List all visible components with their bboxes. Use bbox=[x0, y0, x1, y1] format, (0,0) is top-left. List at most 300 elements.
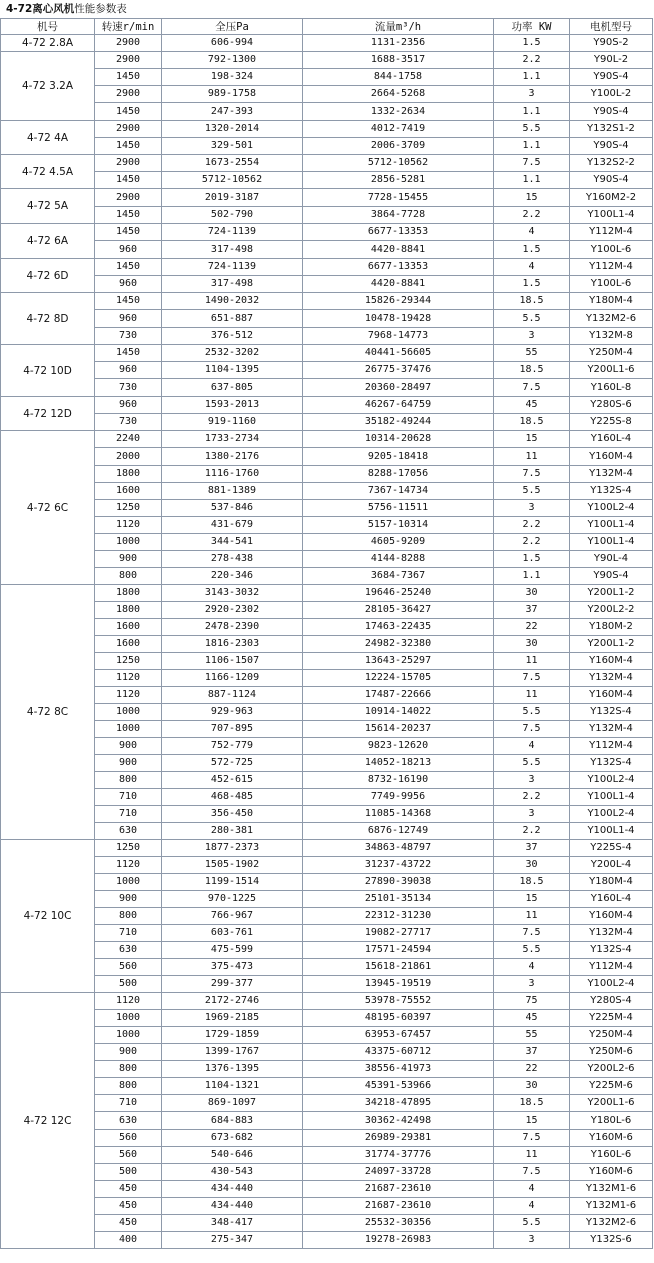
speed-cell: 1000 bbox=[95, 1027, 162, 1044]
motor-cell: Y132S-4 bbox=[570, 942, 653, 959]
power-cell: 55 bbox=[494, 1027, 570, 1044]
flow-cell: 7367-14734 bbox=[303, 483, 494, 500]
pressure-cell: 2920-2302 bbox=[162, 602, 303, 619]
power-cell: 11 bbox=[494, 448, 570, 466]
pressure-cell: 1104-1395 bbox=[162, 362, 303, 379]
pressure-cell: 970-1225 bbox=[162, 891, 303, 908]
speed-cell: 1000 bbox=[95, 534, 162, 551]
speed-cell: 2240 bbox=[95, 431, 162, 448]
power-cell: 11 bbox=[494, 687, 570, 704]
speed-cell: 1600 bbox=[95, 619, 162, 636]
header-flow: 流量m³/h bbox=[303, 19, 494, 35]
pressure-cell: 1877-2373 bbox=[162, 840, 303, 857]
power-cell: 30 bbox=[494, 636, 570, 653]
pressure-cell: 537-846 bbox=[162, 500, 303, 517]
speed-cell: 630 bbox=[95, 942, 162, 959]
pressure-cell: 1106-1507 bbox=[162, 653, 303, 670]
table-row bbox=[1, 138, 653, 155]
flow-cell: 46267-64759 bbox=[303, 397, 494, 414]
power-cell: 7.5 bbox=[494, 1130, 570, 1147]
speed-cell: 960 bbox=[95, 241, 162, 259]
flow-cell: 8732-16190 bbox=[303, 772, 494, 789]
speed-cell: 1120 bbox=[95, 670, 162, 687]
power-cell: 3 bbox=[494, 86, 570, 103]
flow-cell: 4012-7419 bbox=[303, 121, 494, 138]
table-row bbox=[1, 414, 653, 431]
flow-cell: 35182-49244 bbox=[303, 414, 494, 431]
power-cell: 5.5 bbox=[494, 755, 570, 772]
pressure-cell: 707-895 bbox=[162, 721, 303, 738]
power-cell: 15 bbox=[494, 431, 570, 448]
flow-cell: 13643-25297 bbox=[303, 653, 494, 670]
motor-cell: Y160L-6 bbox=[570, 1147, 653, 1164]
table-row bbox=[1, 1164, 653, 1181]
pressure-cell: 1729-1859 bbox=[162, 1027, 303, 1044]
power-cell: 18.5 bbox=[494, 293, 570, 310]
table-row bbox=[1, 1130, 653, 1147]
flow-cell: 5157-10314 bbox=[303, 517, 494, 534]
table-row bbox=[1, 483, 653, 500]
table-row bbox=[1, 1044, 653, 1061]
speed-cell: 960 bbox=[95, 310, 162, 328]
power-cell: 7.5 bbox=[494, 466, 570, 483]
header-power: 功率 KW bbox=[494, 19, 570, 35]
motor-cell: Y225M-4 bbox=[570, 1010, 653, 1027]
motor-cell: Y132S-4 bbox=[570, 483, 653, 500]
speed-cell: 1000 bbox=[95, 704, 162, 721]
motor-cell: Y200L1-6 bbox=[570, 1095, 653, 1112]
motor-cell: Y132M2-6 bbox=[570, 1215, 653, 1232]
pressure-cell: 5712-10562 bbox=[162, 172, 303, 189]
motor-cell: Y132S-4 bbox=[570, 704, 653, 721]
table-row bbox=[1, 121, 653, 138]
motor-cell: Y250M-6 bbox=[570, 1044, 653, 1061]
flow-cell: 15826-29344 bbox=[303, 293, 494, 310]
table-row bbox=[1, 328, 653, 345]
speed-cell: 1450 bbox=[95, 207, 162, 224]
pressure-cell: 1376-1395 bbox=[162, 1061, 303, 1078]
motor-cell: Y132M-4 bbox=[570, 670, 653, 687]
model-cell: 4-72 12D bbox=[1, 397, 95, 431]
speed-cell: 1000 bbox=[95, 721, 162, 738]
table-row bbox=[1, 207, 653, 224]
flow-cell: 20360-28497 bbox=[303, 379, 494, 397]
flow-cell: 1332-2634 bbox=[303, 103, 494, 121]
flow-cell: 3684-7367 bbox=[303, 568, 494, 585]
power-cell: 30 bbox=[494, 857, 570, 874]
flow-cell: 5756-11511 bbox=[303, 500, 494, 517]
flow-cell: 11085-14368 bbox=[303, 806, 494, 823]
flow-cell: 53978-75552 bbox=[303, 993, 494, 1010]
table-row bbox=[1, 259, 653, 276]
pressure-cell: 1399-1767 bbox=[162, 1044, 303, 1061]
table-row bbox=[1, 602, 653, 619]
flow-cell: 38556-41973 bbox=[303, 1061, 494, 1078]
speed-cell: 2900 bbox=[95, 121, 162, 138]
motor-cell: Y200L1-2 bbox=[570, 636, 653, 653]
speed-cell: 2900 bbox=[95, 52, 162, 69]
motor-cell: Y132M1-6 bbox=[570, 1181, 653, 1198]
pressure-cell: 1816-2303 bbox=[162, 636, 303, 653]
pressure-cell: 540-646 bbox=[162, 1147, 303, 1164]
model-cell: 4-72 2.8A bbox=[1, 35, 95, 52]
table-row bbox=[1, 241, 653, 259]
speed-cell: 2900 bbox=[95, 189, 162, 207]
power-cell: 1.1 bbox=[494, 69, 570, 86]
flow-cell: 45391-53966 bbox=[303, 1078, 494, 1095]
power-cell: 5.5 bbox=[494, 704, 570, 721]
table-row bbox=[1, 772, 653, 789]
speed-cell: 630 bbox=[95, 823, 162, 840]
pressure-cell: 684-883 bbox=[162, 1112, 303, 1130]
motor-cell: Y90S-4 bbox=[570, 103, 653, 121]
flow-cell: 26775-37476 bbox=[303, 362, 494, 379]
power-cell: 1.5 bbox=[494, 35, 570, 52]
pressure-cell: 887-1124 bbox=[162, 687, 303, 704]
speed-cell: 800 bbox=[95, 1061, 162, 1078]
speed-cell: 960 bbox=[95, 276, 162, 293]
power-cell: 37 bbox=[494, 1044, 570, 1061]
flow-cell: 27890-39038 bbox=[303, 874, 494, 891]
fan-performance-table bbox=[0, 18, 653, 1249]
table-row bbox=[1, 721, 653, 738]
table-row bbox=[1, 172, 653, 189]
speed-cell: 900 bbox=[95, 755, 162, 772]
pressure-cell: 280-381 bbox=[162, 823, 303, 840]
table-row bbox=[1, 738, 653, 755]
flow-cell: 12224-15705 bbox=[303, 670, 494, 687]
motor-cell: Y180L-6 bbox=[570, 1112, 653, 1130]
power-cell: 2.2 bbox=[494, 517, 570, 534]
pressure-cell: 3143-3032 bbox=[162, 585, 303, 602]
power-cell: 1.1 bbox=[494, 568, 570, 585]
speed-cell: 730 bbox=[95, 379, 162, 397]
table-row bbox=[1, 293, 653, 310]
power-cell: 45 bbox=[494, 1010, 570, 1027]
power-cell: 1.5 bbox=[494, 276, 570, 293]
table-row bbox=[1, 993, 653, 1010]
speed-cell: 900 bbox=[95, 738, 162, 755]
header-row bbox=[1, 19, 653, 35]
table-row bbox=[1, 1027, 653, 1044]
flow-cell: 7749-9956 bbox=[303, 789, 494, 806]
flow-cell: 26989-29381 bbox=[303, 1130, 494, 1147]
motor-cell: Y200L2-6 bbox=[570, 1061, 653, 1078]
speed-cell: 1450 bbox=[95, 172, 162, 189]
motor-cell: Y90S-2 bbox=[570, 35, 653, 52]
power-cell: 30 bbox=[494, 585, 570, 602]
flow-cell: 9823-12620 bbox=[303, 738, 494, 755]
model-cell: 4-72 12C bbox=[1, 993, 95, 1249]
power-cell: 2.2 bbox=[494, 207, 570, 224]
speed-cell: 1120 bbox=[95, 687, 162, 704]
flow-cell: 4144-8288 bbox=[303, 551, 494, 568]
table-row bbox=[1, 1215, 653, 1232]
pressure-cell: 329-501 bbox=[162, 138, 303, 155]
motor-cell: Y112M-4 bbox=[570, 738, 653, 755]
flow-cell: 10478-19428 bbox=[303, 310, 494, 328]
flow-cell: 34863-48797 bbox=[303, 840, 494, 857]
table-row bbox=[1, 276, 653, 293]
speed-cell: 900 bbox=[95, 891, 162, 908]
pressure-cell: 2532-3202 bbox=[162, 345, 303, 362]
motor-cell: Y280S-4 bbox=[570, 993, 653, 1010]
power-cell: 45 bbox=[494, 397, 570, 414]
flow-cell: 6677-13353 bbox=[303, 259, 494, 276]
speed-cell: 500 bbox=[95, 976, 162, 993]
pressure-cell: 317-498 bbox=[162, 241, 303, 259]
power-cell: 7.5 bbox=[494, 1164, 570, 1181]
flow-cell: 21687-23610 bbox=[303, 1198, 494, 1215]
motor-cell: Y90L-4 bbox=[570, 551, 653, 568]
motor-cell: Y132S2-2 bbox=[570, 155, 653, 172]
speed-cell: 1120 bbox=[95, 857, 162, 874]
motor-cell: Y180M-4 bbox=[570, 293, 653, 310]
speed-cell: 560 bbox=[95, 1147, 162, 1164]
motor-cell: Y132S1-2 bbox=[570, 121, 653, 138]
table-row bbox=[1, 551, 653, 568]
motor-cell: Y132S-6 bbox=[570, 1232, 653, 1249]
table-row bbox=[1, 189, 653, 207]
flow-cell: 10914-14022 bbox=[303, 704, 494, 721]
header-pressure: 全压Pa bbox=[162, 19, 303, 35]
speed-cell: 800 bbox=[95, 908, 162, 925]
header-motor: 电机型号 bbox=[570, 19, 653, 35]
table-row bbox=[1, 103, 653, 121]
flow-cell: 2006-3709 bbox=[303, 138, 494, 155]
power-cell: 5.5 bbox=[494, 310, 570, 328]
table-row bbox=[1, 619, 653, 636]
table-row bbox=[1, 1181, 653, 1198]
table-row bbox=[1, 857, 653, 874]
flow-cell: 15614-20237 bbox=[303, 721, 494, 738]
power-cell: 1.1 bbox=[494, 103, 570, 121]
flow-cell: 5712-10562 bbox=[303, 155, 494, 172]
power-cell: 5.5 bbox=[494, 483, 570, 500]
speed-cell: 1450 bbox=[95, 259, 162, 276]
power-cell: 7.5 bbox=[494, 925, 570, 942]
power-cell: 4 bbox=[494, 959, 570, 976]
pressure-cell: 1593-2013 bbox=[162, 397, 303, 414]
flow-cell: 43375-60712 bbox=[303, 1044, 494, 1061]
power-cell: 3 bbox=[494, 806, 570, 823]
pressure-cell: 344-541 bbox=[162, 534, 303, 551]
flow-cell: 3864-7728 bbox=[303, 207, 494, 224]
model-cell: 4-72 6C bbox=[1, 431, 95, 585]
pressure-cell: 198-324 bbox=[162, 69, 303, 86]
flow-cell: 25532-30356 bbox=[303, 1215, 494, 1232]
power-cell: 18.5 bbox=[494, 874, 570, 891]
pressure-cell: 673-682 bbox=[162, 1130, 303, 1147]
motor-cell: Y160M-4 bbox=[570, 653, 653, 670]
table-row bbox=[1, 379, 653, 397]
speed-cell: 450 bbox=[95, 1198, 162, 1215]
model-cell: 4-72 8D bbox=[1, 293, 95, 345]
motor-cell: Y132M-4 bbox=[570, 466, 653, 483]
pressure-cell: 1166-1209 bbox=[162, 670, 303, 687]
speed-cell: 960 bbox=[95, 397, 162, 414]
speed-cell: 1450 bbox=[95, 293, 162, 310]
speed-cell: 2000 bbox=[95, 448, 162, 466]
model-cell: 4-72 8C bbox=[1, 585, 95, 840]
motor-cell: Y160M-6 bbox=[570, 1164, 653, 1181]
pressure-cell: 278-438 bbox=[162, 551, 303, 568]
power-cell: 18.5 bbox=[494, 1095, 570, 1112]
power-cell: 37 bbox=[494, 602, 570, 619]
motor-cell: Y100L1-4 bbox=[570, 207, 653, 224]
speed-cell: 560 bbox=[95, 959, 162, 976]
pressure-cell: 752-779 bbox=[162, 738, 303, 755]
motor-cell: Y112M-4 bbox=[570, 259, 653, 276]
flow-cell: 17463-22435 bbox=[303, 619, 494, 636]
flow-cell: 30362-42498 bbox=[303, 1112, 494, 1130]
power-cell: 18.5 bbox=[494, 414, 570, 431]
flow-cell: 24097-33728 bbox=[303, 1164, 494, 1181]
flow-cell: 9205-18418 bbox=[303, 448, 494, 466]
motor-cell: Y90S-4 bbox=[570, 138, 653, 155]
header-speed: 转速r/min bbox=[95, 19, 162, 35]
power-cell: 5.5 bbox=[494, 942, 570, 959]
motor-cell: Y132M-4 bbox=[570, 721, 653, 738]
table-row bbox=[1, 670, 653, 687]
table-row bbox=[1, 345, 653, 362]
flow-cell: 48195-60397 bbox=[303, 1010, 494, 1027]
flow-cell: 40441-56605 bbox=[303, 345, 494, 362]
power-cell: 1.5 bbox=[494, 551, 570, 568]
table-row bbox=[1, 1061, 653, 1078]
pressure-cell: 1116-1760 bbox=[162, 466, 303, 483]
flow-cell: 17571-24594 bbox=[303, 942, 494, 959]
table-row bbox=[1, 568, 653, 585]
flow-cell: 4605-9209 bbox=[303, 534, 494, 551]
power-cell: 4 bbox=[494, 224, 570, 241]
speed-cell: 1450 bbox=[95, 103, 162, 121]
model-cell: 4-72 3.2A bbox=[1, 52, 95, 121]
speed-cell: 1800 bbox=[95, 602, 162, 619]
model-cell: 4-72 4A bbox=[1, 121, 95, 155]
speed-cell: 1600 bbox=[95, 483, 162, 500]
motor-cell: Y225S-8 bbox=[570, 414, 653, 431]
speed-cell: 960 bbox=[95, 362, 162, 379]
speed-cell: 630 bbox=[95, 1112, 162, 1130]
speed-cell: 1800 bbox=[95, 466, 162, 483]
power-cell: 3 bbox=[494, 328, 570, 345]
speed-cell: 900 bbox=[95, 551, 162, 568]
speed-cell: 710 bbox=[95, 1095, 162, 1112]
flow-cell: 24982-32380 bbox=[303, 636, 494, 653]
table-row bbox=[1, 431, 653, 448]
table-row bbox=[1, 1198, 653, 1215]
flow-cell: 19082-27717 bbox=[303, 925, 494, 942]
power-cell: 15 bbox=[494, 189, 570, 207]
speed-cell: 450 bbox=[95, 1181, 162, 1198]
speed-cell: 560 bbox=[95, 1130, 162, 1147]
table-row bbox=[1, 976, 653, 993]
pressure-cell: 606-994 bbox=[162, 35, 303, 52]
title-rest: 性能参数表 bbox=[74, 3, 127, 15]
table-row bbox=[1, 69, 653, 86]
pressure-cell: 1104-1321 bbox=[162, 1078, 303, 1095]
table-row bbox=[1, 755, 653, 772]
motor-cell: Y200L2-2 bbox=[570, 602, 653, 619]
speed-cell: 1250 bbox=[95, 840, 162, 857]
table-row bbox=[1, 224, 653, 241]
power-cell: 2.2 bbox=[494, 52, 570, 69]
power-cell: 5.5 bbox=[494, 1215, 570, 1232]
motor-cell: Y200L-4 bbox=[570, 857, 653, 874]
motor-cell: Y160M-4 bbox=[570, 687, 653, 704]
motor-cell: Y280S-6 bbox=[570, 397, 653, 414]
pressure-cell: 247-393 bbox=[162, 103, 303, 121]
model-cell: 4-72 6A bbox=[1, 224, 95, 259]
motor-cell: Y160L-4 bbox=[570, 431, 653, 448]
power-cell: 2.2 bbox=[494, 823, 570, 840]
power-cell: 1.1 bbox=[494, 138, 570, 155]
pressure-cell: 375-473 bbox=[162, 959, 303, 976]
flow-cell: 10314-20628 bbox=[303, 431, 494, 448]
flow-cell: 1131-2356 bbox=[303, 35, 494, 52]
motor-cell: Y100L1-4 bbox=[570, 534, 653, 551]
power-cell: 18.5 bbox=[494, 362, 570, 379]
pressure-cell: 881-1389 bbox=[162, 483, 303, 500]
pressure-cell: 348-417 bbox=[162, 1215, 303, 1232]
model-cell: 4-72 10D bbox=[1, 345, 95, 397]
table-row bbox=[1, 1147, 653, 1164]
speed-cell: 450 bbox=[95, 1215, 162, 1232]
pressure-cell: 1380-2176 bbox=[162, 448, 303, 466]
pressure-cell: 1505-1902 bbox=[162, 857, 303, 874]
motor-cell: Y100L-6 bbox=[570, 241, 653, 259]
motor-cell: Y160M-6 bbox=[570, 1130, 653, 1147]
pressure-cell: 220-346 bbox=[162, 568, 303, 585]
table-row bbox=[1, 1010, 653, 1027]
pressure-cell: 468-485 bbox=[162, 789, 303, 806]
flow-cell: 6876-12749 bbox=[303, 823, 494, 840]
flow-cell: 19646-25240 bbox=[303, 585, 494, 602]
motor-cell: Y180M-4 bbox=[570, 874, 653, 891]
page-title bbox=[6, 2, 127, 16]
pressure-cell: 637-805 bbox=[162, 379, 303, 397]
speed-cell: 800 bbox=[95, 772, 162, 789]
table-row bbox=[1, 1232, 653, 1249]
table-row bbox=[1, 517, 653, 534]
flow-cell: 34218-47895 bbox=[303, 1095, 494, 1112]
motor-cell: Y100L1-4 bbox=[570, 823, 653, 840]
pressure-cell: 603-761 bbox=[162, 925, 303, 942]
motor-cell: Y160M-4 bbox=[570, 908, 653, 925]
pressure-cell: 1673-2554 bbox=[162, 155, 303, 172]
table-row bbox=[1, 1112, 653, 1130]
table-row bbox=[1, 466, 653, 483]
pressure-cell: 792-1300 bbox=[162, 52, 303, 69]
table-row bbox=[1, 397, 653, 414]
table-body bbox=[1, 35, 653, 1249]
motor-cell: Y90S-4 bbox=[570, 69, 653, 86]
speed-cell: 1450 bbox=[95, 138, 162, 155]
table-row bbox=[1, 840, 653, 857]
power-cell: 75 bbox=[494, 993, 570, 1010]
speed-cell: 1250 bbox=[95, 653, 162, 670]
motor-cell: Y100L1-4 bbox=[570, 789, 653, 806]
flow-cell: 19278-26983 bbox=[303, 1232, 494, 1249]
motor-cell: Y225S-4 bbox=[570, 840, 653, 857]
pressure-cell: 502-790 bbox=[162, 207, 303, 224]
pressure-cell: 376-512 bbox=[162, 328, 303, 345]
flow-cell: 6677-13353 bbox=[303, 224, 494, 241]
speed-cell: 1450 bbox=[95, 69, 162, 86]
motor-cell: Y132M1-6 bbox=[570, 1198, 653, 1215]
flow-cell: 4420-8841 bbox=[303, 241, 494, 259]
